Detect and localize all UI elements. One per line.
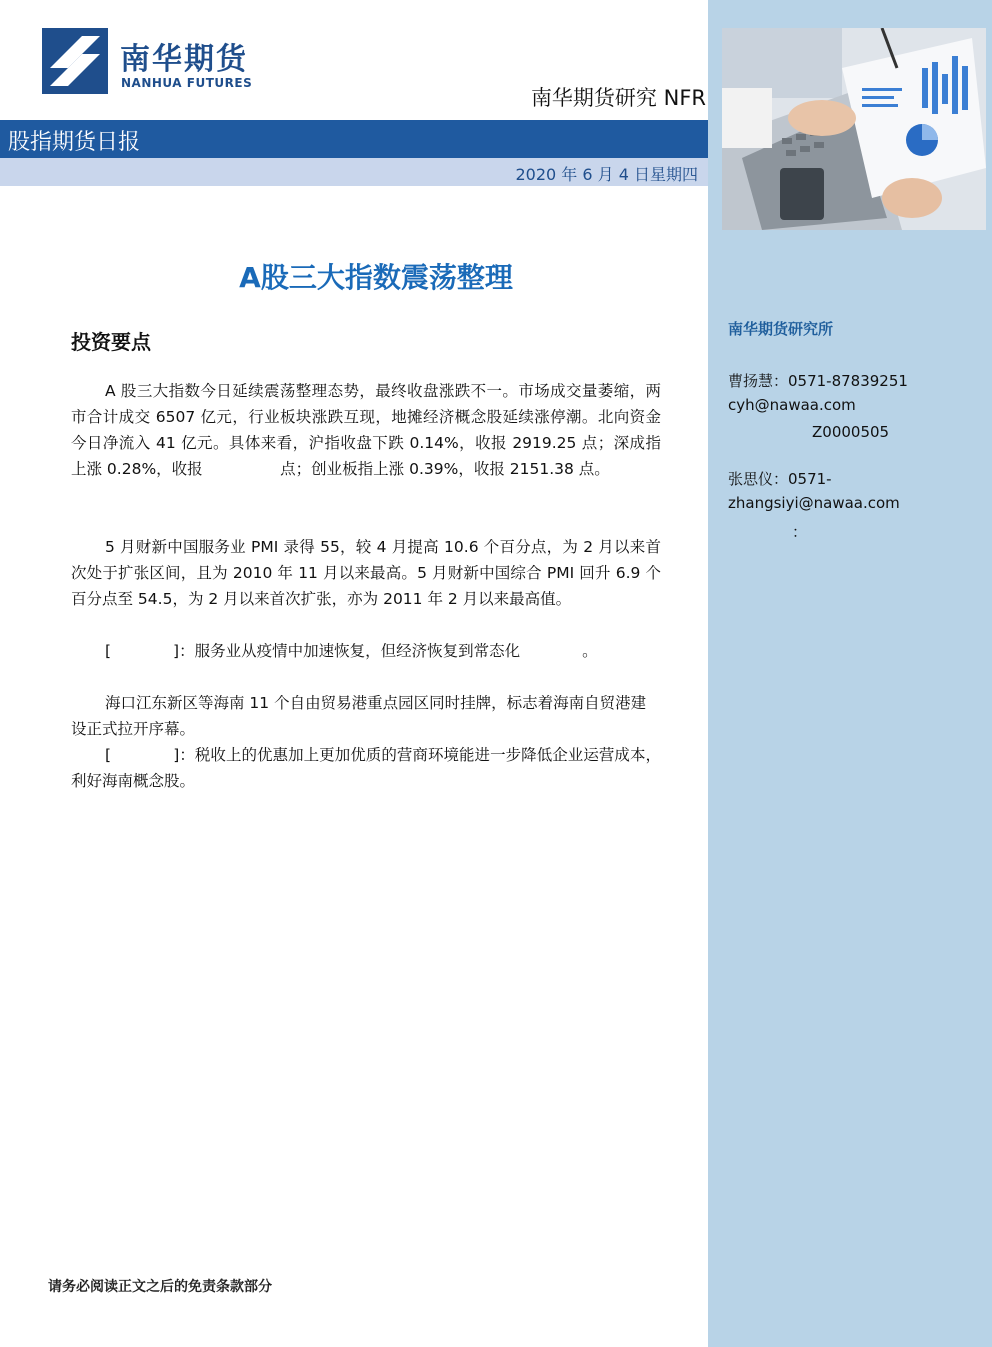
analyst-2-email[interactable]: zhangsiyi@nawaa.com <box>728 494 900 512</box>
laptop-chart-illustration <box>722 28 986 230</box>
analyst-2-phone: 张思仪：0571- <box>728 470 832 488</box>
report-date-bar <box>0 158 708 186</box>
nanhua-logo-icon <box>42 28 108 94</box>
paragraph-market-summary: A 股三大指数今日延续震荡整理态势，最终收盘涨跌不一。市场成交量萎缩，两市合计成交 6507 亿元，行业板块涨跌互现，地摊经济概念股延续涨停潮。北向资金今日净流入 41 亿元。具体来看，沪指收盘下跌 0.14%，收报 2919.25 点；深成指上涨 0.28%，收报 点；创业板指上涨 0.39%，收报 2151.38 点。 <box>71 382 661 478</box>
analyst-1-email[interactable]: cyh@nawaa.com <box>728 396 856 414</box>
research-institute-name: 南华期货研究所 <box>728 320 834 338</box>
hero-photo <box>722 28 986 230</box>
section-title: 投资要点 <box>71 330 151 354</box>
comment-hainan: [ ]：税收上的优惠加上更加优质的营商环境能进一步降低企业运营成本，利好海南概念股。 <box>71 746 661 790</box>
brand-name-cn: 南华期货 <box>120 42 248 77</box>
research-label: 南华期货研究 NFR <box>530 86 706 110</box>
report-date: 2020 年 6 月 4 日星期四 <box>515 165 698 184</box>
brand-name-en: NANHUA FUTURES <box>121 76 253 90</box>
analyst-1-phone: 曹扬慧：0571-87839251 <box>728 372 908 390</box>
report-type-bar <box>0 120 708 158</box>
paragraph-pmi: 5 月财新中国服务业 PMI 录得 55，较 4 月提高 10.6 个百分点，为 2 月以来首次处于扩张区间，且为 2010 年 11 月以来最高。5 月财新中国综合 PMI 回升 6.9 个百分点至 54.5，为 2 月以来首次扩张，亦为 2011 年 2 月以来最高值。 <box>71 538 661 608</box>
report-type: 股指期货日报 <box>8 130 141 155</box>
analyst-1-license: Z0000505 <box>812 423 890 441</box>
comment-pmi: [ ]：服务业从疫情中加速恢复，但经济恢复到常态化 。 <box>105 642 598 660</box>
paragraph-hainan: 海口江东新区等海南 11 个自由贸易港重点园区同时挂牌，标志着海南自贸港建设正式拉开序幕。 <box>71 694 647 738</box>
analyst-2-license: ： <box>792 523 808 541</box>
report-headline: A股三大指数震荡整理 <box>239 261 513 294</box>
disclaimer-footer: 请务必阅读正文之后的免责条款部分 <box>48 1279 272 1295</box>
